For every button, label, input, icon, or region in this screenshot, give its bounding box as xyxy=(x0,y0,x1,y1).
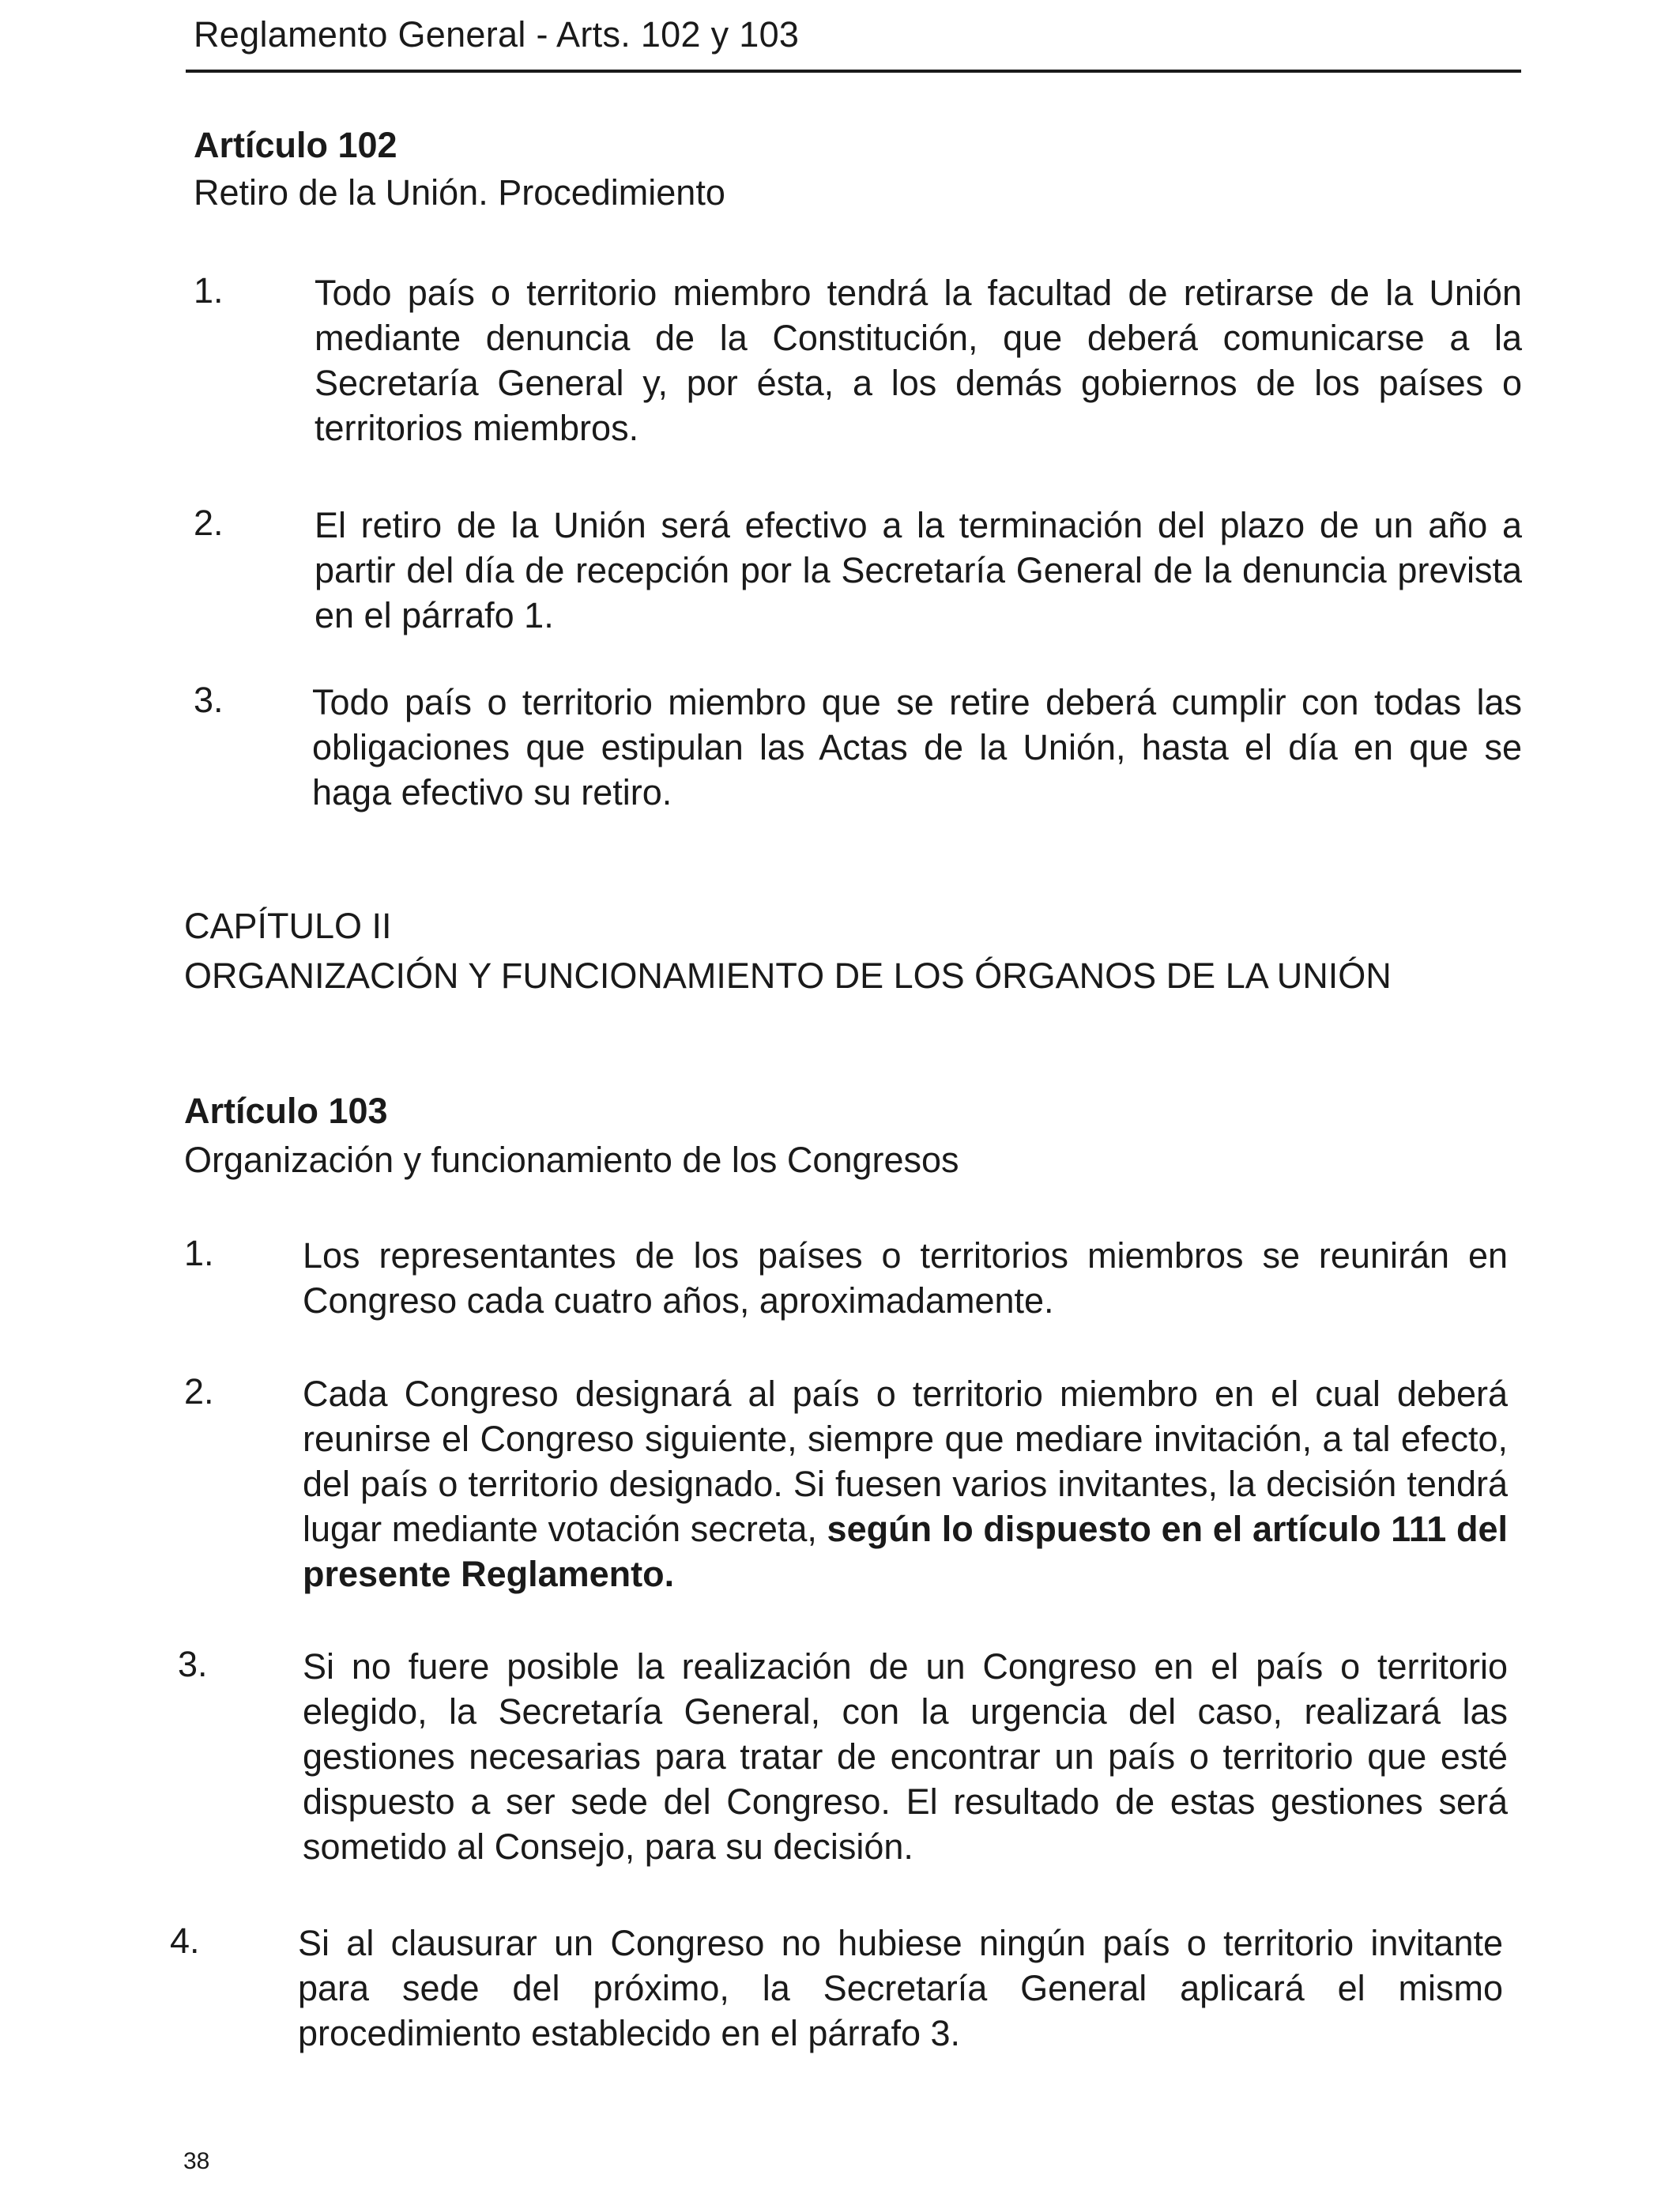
chapter-title: ORGANIZACIÓN Y FUNCIONAMIENTO DE LOS ÓRGANOS DE LA UNIÓN xyxy=(184,956,1392,996)
item-number: 3. xyxy=(178,1644,208,1684)
item-number: 1. xyxy=(184,1233,214,1273)
item-text: Los representantes de los países o territorios miembros se reunirán en Congreso cada cuatro años, aproximadamente. xyxy=(303,1235,1508,1321)
item-text xyxy=(303,1371,1508,1596)
item-number: 4. xyxy=(170,1921,200,1961)
item-number: 3. xyxy=(194,680,224,720)
header-rule xyxy=(186,70,1521,73)
article-103-subtitle: Organización y funcionamiento de los Congresos xyxy=(184,1140,959,1180)
page-number: 38 xyxy=(183,2148,210,2174)
running-header: Reglamento General - Arts. 102 y 103 xyxy=(194,14,800,55)
item-number: 2. xyxy=(184,1371,214,1412)
item-text: El retiro de la Unión será efectivo a la terminación del plazo de un año a partir del día de recepción por la Secretaría General de la denuncia prevista en el párrafo 1. xyxy=(315,505,1522,635)
item-text: Si al clausurar un Congreso no hubiese ningún país o territorio invitante para sede del próximo, la Secretaría General aplicará el mismo procedimiento establecido en el párrafo 3. xyxy=(298,1923,1503,2053)
article-102-subtitle: Retiro de la Unión. Procedimiento xyxy=(194,172,725,213)
article-103-heading: Artículo 103 xyxy=(184,1091,388,1131)
item-text: Todo país o territorio miembro que se retire deberá cumplir con todas las obligaciones que estipulan las Actas de la Unión, hasta el día en que se haga efectivo su retiro. xyxy=(312,682,1522,812)
chapter-label: CAPÍTULO II xyxy=(184,906,392,946)
item-text-bold: según lo dispuesto en el artículo 111 del presente Reglamento. xyxy=(303,1509,1508,1594)
item-text-regular: Cada Congreso designará al país o territorio miembro en el cual deberá reunirse el Congreso siguiente, siempre que mediare invitación, a tal efecto, del país o territorio designado. Si fuesen varios invitantes, la decisión tendrá lugar mediante votación secreta, xyxy=(303,1374,1508,1549)
article-102-heading: Artículo 102 xyxy=(194,125,397,165)
item-number: 1. xyxy=(194,270,224,311)
item-text: Si no fuere posible la realización de un Congreso en el país o territorio elegido, la Secretaría General, con la urgencia del caso, realizará las gestiones necesarias para tratar de encontrar un país o territorio que esté dispuesto a ser sede del Congreso. El resultado de estas gestiones será sometido al Consejo, para su decisión. xyxy=(303,1646,1508,1867)
item-text: Todo país o territorio miembro tendrá la facultad de retirarse de la Unión mediante denuncia de la Constitución, que deberá comunicarse a la Secretaría General y, por ésta, a los demás gobiernos de los países o territorios miembros. xyxy=(315,273,1522,448)
item-number: 2. xyxy=(194,503,224,543)
